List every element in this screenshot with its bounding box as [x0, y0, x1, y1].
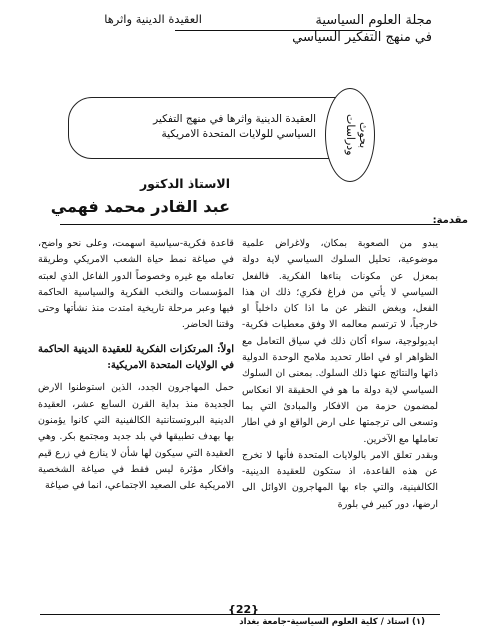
- author-name: عبد القادر محمد فهمي: [50, 197, 230, 216]
- header-rule: [175, 30, 375, 31]
- footnote-affiliation: (١) استاذ / كلية العلوم السياسية-جامعة بغداد: [239, 617, 425, 627]
- article-title-line-1: العقيدة الدينية واثرها في منهج التفكير: [153, 113, 316, 125]
- body-paragraph: حمل المهاجرون الجدد، الذين استوطنوا الارض الجديدة منذ بداية القرن السابع عشر، العقيدة الدينية البروتستانتية الكالفينية التي كانوا يؤمنون بها بهدف تطبيقها في بلد جديد ومجتمع بكر. وهي العقيدة التي سيكون لها شأن لا ينازع في زرع قيم وافكار مؤثرة ليس فقط في صياغة الشخصية الامريكية على الصعيد الاجتماعي، انما في صياغة: [38, 382, 234, 492]
- author-title: الاستاذ الدكتور: [139, 176, 230, 191]
- article-title-line-2: السياسي للولايات المتحدة الامريكية: [161, 128, 316, 140]
- author-rule: [60, 224, 440, 225]
- body-paragraph: وبقدر تعلق الامر بالولايات المتحدة فأنها لا تخرج عن هذه القاعدة، اذ ستكون للعقيدة الدينية-الكالفينية، والتي جاء بها المهاجرون الاوائل الى ارضها، دور كبير في بلورة: [242, 449, 438, 510]
- journal-title: مجلة العلوم السياسية: [315, 13, 432, 28]
- page-number: {22}: [228, 603, 259, 616]
- left-column: [38, 236, 234, 494]
- intro-label: مقدمة:: [432, 215, 468, 226]
- right-column: [242, 236, 438, 513]
- body-paragraph: يبدو من الصعوبة بمكان، ولاغراض علمية موضوعية، تحليل السلوك السياسي لاية دولة بمعزل عن مكونات بناءها الفكرية. فالفعل السياسي لا يأتي من فراغ فكري؛ ذلك ان هذا الفعل، وبغض النظر عن ما اذا كان داخلياً او خارجياً، لا ترتسم معالمه الا وفق معطيات فكرية-ايديولوجية، سواء أكان ذلك في سياق التعامل مع الظواهر او في اطار تحديد ملامح الوحدة الدولية ذاتها والنتائج عنها ذلك السلوك. بمعنى ان السلوك السياسي لاية دولة ما هو في الحقيقة الا انعكاس لمضمون حزمة من الافكار والمبادئ التي بما وتسعى الى ترجمتها على ارض الواقع او في اطار تعاملها مع الآخرين.: [242, 238, 438, 445]
- section-title: العقيدة الدينية واثرها: [104, 12, 202, 26]
- footer-rule: [40, 614, 440, 615]
- article-title: [112, 112, 316, 142]
- journal-subtitle: في منهج التفكير السياسي: [292, 30, 432, 45]
- section-heading: اولاً: المرتكزات الفكرية للعقيدة الدينية الحاكمة في الولايات المتحدة الامريكية:: [38, 343, 234, 372]
- body-paragraph: قاعدة فكرية-سياسية اسهمت، وعلى نحو واضح، في صياغة نمط حياة الشعب الامريكي وطريقة تعامله مع غيره وخصوصاً الدور الفاعل الذي لعبته المؤسسات والنخب الفكرية والسياسية الحاكمة فيها وعبر مرحلة تاريخية امتدت منذ نشأتها وحتى وقتنا الحاضر.: [38, 238, 234, 331]
- section-tag: بحوث ودراسات: [344, 114, 370, 156]
- journal-header: [232, 12, 432, 46]
